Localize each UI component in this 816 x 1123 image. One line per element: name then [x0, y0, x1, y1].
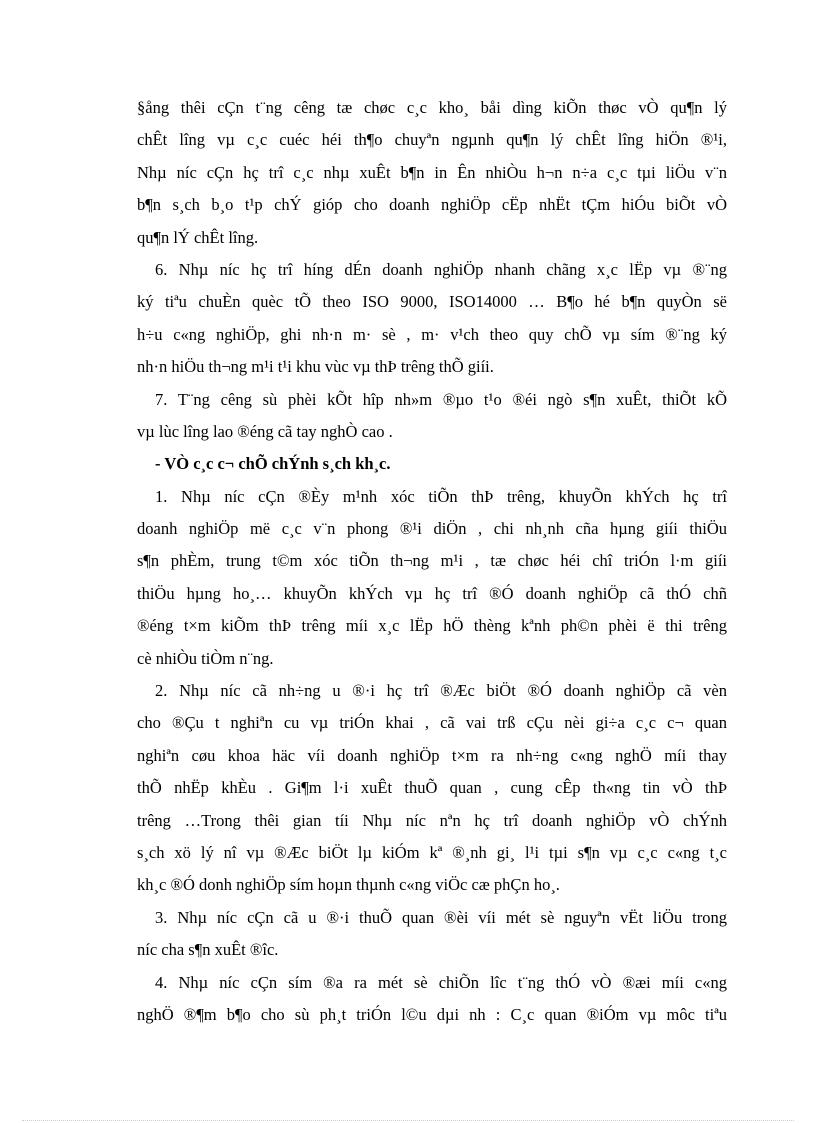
text-line: ®éng t×m kiÕm thÞ trêng míi x¸c lËp hÖ thèng kªnh ph©n phèi ë thi trêng	[137, 616, 727, 636]
text-line: cho ®Çu t nghiªn cu vµ triÓn khai , cã vai trß cÇu nèi gi÷a c¸c c¬ quan	[137, 713, 727, 733]
text-line: kh¸c ®Ó donh nghiÖp sím hoµn thµnh c«ng viÖc cæ phÇn ho¸.	[137, 875, 560, 895]
document-body	[137, 92, 727, 1031]
text-line: thiÖu hµng ho¸… khuyÕn khÝch vµ hç trî ®Ó doanh nghiÖp cã thÓ chñ	[137, 583, 727, 603]
text-line: vµ lùc lîng lao ®éng cã tay nghÒ cao .	[137, 421, 393, 441]
section-heading: - VÒ c¸c c¬ chÕ chÝnh s¸ch kh¸c.	[155, 454, 391, 474]
text-line: b¶n s¸ch b¸o t¹p chÝ gióp cho doanh nghiÖp cËp nhËt tÇm hiÓu biÕt vÒ	[137, 195, 727, 215]
text-line: thÕ nhËp khÈu . Gi¶m l·i xuÊt thuÕ quan , cung cÊp th«ng tin vÒ thÞ	[137, 778, 727, 798]
text-line: 1. Nhµ níc cÇn ®Èy m¹nh xóc tiÕn thÞ trêng, khuyÕn khÝch hç trî	[155, 486, 727, 506]
text-line: 2. Nhµ níc cã nh÷ng u ®·i hç trî ®Æc biÖt ®Ó doanh nghiÖp cã vèn	[155, 681, 727, 701]
text-line: cè nhiÒu tiÒm n¨ng.	[137, 648, 274, 668]
text-line: nghiªn cøu khoa häc víi doanh nghiÖp t×m ra nh÷ng c«ng nghÖ míi thay	[137, 745, 727, 765]
page-bottom-divider	[22, 1120, 794, 1121]
text-line: s¸ch xö lý nî vµ ®Æc biÖt lµ kiÓm kª ®¸nh gi¸ l¹i tµi s¶n vµ c¸c c«ng t¸c	[137, 842, 727, 862]
text-line: chÊt lîng vµ c¸c cuéc héi th¶o chuyªn ngµnh qu¶n lý chÊt lîng hiÖn ®¹i,	[137, 130, 727, 150]
text-line: nghÖ ®¶m b¶o cho sù ph¸t triÓn l©u dµi nh : C¸c quan ®iÓm vµ môc tiªu	[137, 1004, 727, 1024]
text-line: 7. T¨ng cêng sù phèi kÕt hîp nh»m ®µo t¹o ®éi ngò s¶n xuÊt, thiÕt kÕ	[155, 389, 727, 409]
text-line: 3. Nhµ níc cÇn cã u ®·i thuÕ quan ®èi víi mét sè nguyªn vËt liÖu trong	[155, 907, 727, 927]
text-line: níc cha s¶n xuÊt ®îc.	[137, 940, 279, 960]
text-line: ký tiªu chuÈn quèc tÕ theo ISO 9000, ISO14000 … B¶o hé b¶n quyÒn së	[137, 292, 727, 312]
text-line: §ång thêi cÇn t¨ng cêng tæ chøc c¸c kho¸ båi dìng kiÕn thøc vÒ qu¶n lý	[137, 98, 727, 117]
text-line: nh·n hiÖu th¬ng m¹i t¹i khu vùc vµ thÞ trêng thÕ giíi.	[137, 357, 494, 377]
text-line: qu¶n lÝ chÊt lîng.	[137, 227, 259, 247]
text-line: 6. Nhµ níc hç trî híng dÉn doanh nghiÖp nhanh chãng x¸c lËp vµ ®¨ng	[155, 259, 727, 279]
text-line: Nhµ níc cÇn hç trî c¸c nhµ xuÊt b¶n in Ên nhiÒu h¬n n÷a c¸c tµi liÖu v¨n	[137, 162, 727, 182]
text-line: 4. Nhµ níc cÇn sím ®a ra mét sè chiÕn lîc t¨ng thÓ vÒ ®æi míi c«ng	[155, 972, 727, 992]
text-line: h÷u c«ng nghiÖp, ghi nh·n m· sè , m· v¹ch theo quy chÕ vµ sím ®¨ng ký	[137, 324, 727, 344]
text-line: doanh nghiÖp më c¸c v¨n phong ®¹i diÖn , chi nh¸nh cña hµng giíi thiÖu	[137, 519, 727, 539]
text-line: trêng …Trong thêi gian tíi Nhµ níc nªn hç trî doanh nghiÖp vÒ chÝnh	[137, 810, 727, 830]
text-line: s¶n phÈm, trung t©m xóc tiÕn th¬ng m¹i , tæ chøc héi chî triÓn l·m giíi	[137, 551, 727, 571]
